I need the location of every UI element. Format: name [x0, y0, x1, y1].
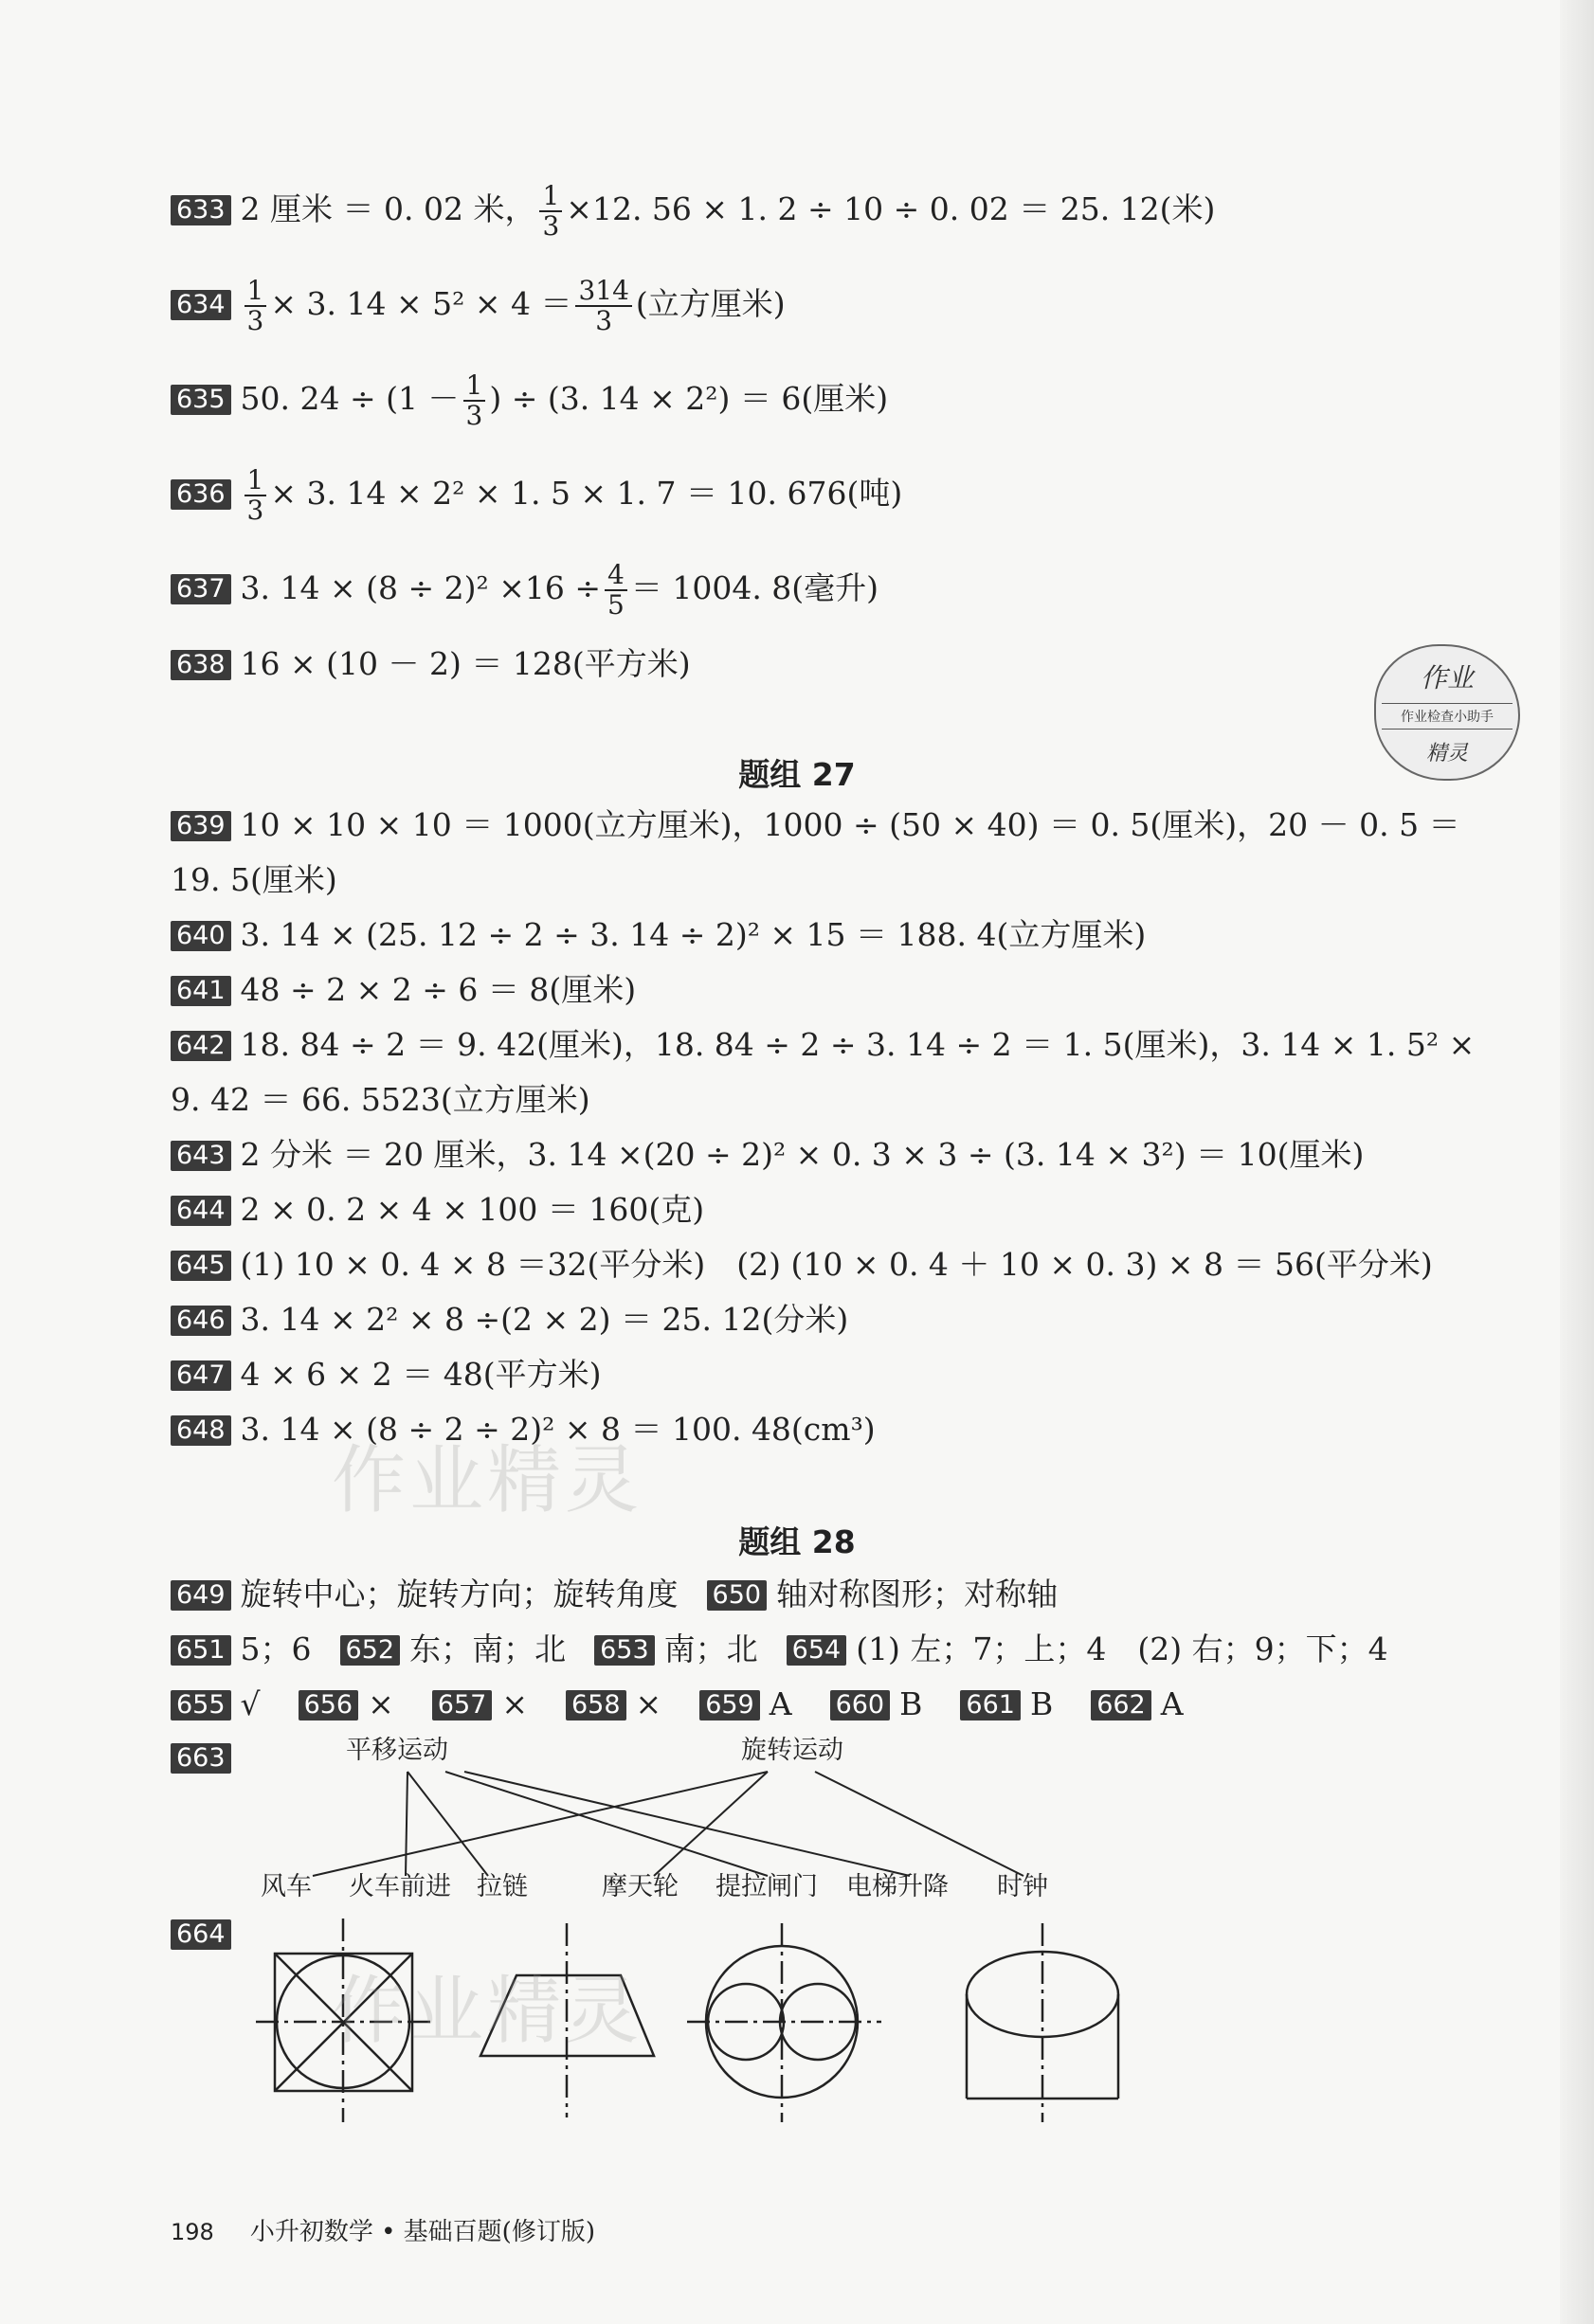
matching-diagram — [0, 1724, 1594, 1914]
page-number: 198 — [171, 2219, 214, 2245]
item-number: 664 — [171, 1919, 231, 1950]
item-number: 649 — [171, 1580, 231, 1611]
answer-text: 10 × 10 × 10 ＝ 1000(立方厘米)，1000 ÷ (50 × 40) ＝ 0. 5(厘米)，20 － 0. 5 ＝ — [240, 806, 1460, 843]
answer-text: × 3. 14 × 2² × 1. 5 × 1. 7 ＝ 10. 676(吨) — [270, 475, 903, 512]
fraction — [539, 182, 562, 241]
item-number: 642 — [171, 1031, 231, 1061]
answer-639-cont — [171, 853, 1490, 908]
answer-text: B — [1029, 1685, 1054, 1722]
denominator: 3 — [246, 495, 264, 526]
answer-text: ＝ 1004. 8(毫升) — [630, 569, 879, 606]
item-number: 634 — [171, 290, 231, 320]
item-number: 650 — [707, 1580, 768, 1611]
option-gate: 提拉闸门 — [715, 1872, 818, 1901]
answer-635 — [171, 371, 1490, 430]
item-number: 656 — [299, 1690, 359, 1720]
answer-text: 48 ÷ 2 × 2 ÷ 6 ＝ 8(厘米) — [240, 971, 637, 1008]
answer-text: 东；南；北 — [409, 1630, 567, 1667]
answer-text: (立方厘米) — [635, 285, 786, 322]
page-footer — [171, 2212, 595, 2247]
numerator: 1 — [245, 466, 267, 496]
item-number: 636 — [171, 479, 231, 510]
item-number: 639 — [171, 811, 231, 841]
book-title: 小升初数学 • 基础百题(修订版) — [249, 2218, 595, 2246]
option-train: 火车前进 — [349, 1872, 451, 1901]
denominator: 3 — [595, 305, 613, 336]
answer-text: 2 分米 ＝ 20 厘米，3. 14 ×(20 ÷ 2)² × 0. 3 × 3 ÷ (3. 14 × 3²) ＝ 10(厘米) — [240, 1136, 1365, 1173]
answer-text: B — [899, 1685, 923, 1722]
answer-text: 4 × 6 × 2 ＝ 48(平方米) — [240, 1356, 602, 1393]
option-ferris-wheel: 摩天轮 — [602, 1872, 679, 1901]
answer-647 — [171, 1347, 1490, 1402]
answer-text: × — [501, 1685, 528, 1722]
answer-text: 5；6 — [240, 1630, 312, 1667]
answer-text: √ — [240, 1685, 261, 1722]
answer-text: 19. 5(厘米) — [171, 861, 337, 898]
answer-text: × — [635, 1685, 662, 1722]
item-number: 661 — [960, 1690, 1021, 1720]
item-number: 659 — [699, 1690, 760, 1720]
item-number: 635 — [171, 385, 231, 415]
option-zipper: 拉链 — [477, 1872, 528, 1901]
denominator: 3 — [542, 210, 560, 242]
item-number: 654 — [787, 1635, 847, 1666]
label-rotation: 旋转运动 — [741, 1736, 843, 1765]
answer-text: 2 厘米 ＝ 0. 02 米， — [240, 190, 536, 227]
answer-text: 南；北 — [663, 1630, 758, 1667]
answer-641 — [171, 963, 1490, 1018]
answer-text: 3. 14 × (25. 12 ÷ 2 ÷ 3. 14 ÷ 2)² × 15 ＝ 188. 4(立方厘米) — [240, 916, 1147, 953]
fraction — [463, 371, 486, 430]
option-elevator: 电梯升降 — [846, 1872, 949, 1901]
group-heading-28: 题组 28 — [738, 1523, 856, 1560]
label-translation: 平移运动 — [346, 1736, 448, 1765]
answer-639 — [171, 798, 1490, 853]
watermark: 作业精灵 — [332, 1438, 643, 1523]
item-number: 663 — [171, 1743, 231, 1774]
answer-642-cont — [171, 1072, 1490, 1127]
figure-cylinder — [967, 1923, 1118, 2122]
denominator: 3 — [246, 305, 264, 336]
fraction — [245, 466, 267, 525]
item-number: 657 — [432, 1690, 493, 1720]
answer-644 — [171, 1182, 1490, 1237]
item-number: 652 — [340, 1635, 401, 1666]
stamp-line1: 作业 — [1420, 662, 1474, 694]
answer-646 — [171, 1292, 1490, 1347]
item-number: 655 — [171, 1690, 231, 1720]
denominator: 5 — [607, 589, 625, 621]
item-number: 662 — [1091, 1690, 1151, 1720]
item-number: 643 — [171, 1141, 231, 1171]
answer-636 — [171, 466, 1490, 525]
answer-text: ×12. 56 × 1. 2 ÷ 10 ÷ 0. 02 ＝ 25. 12(米) — [566, 190, 1216, 227]
option-windmill: 风车 — [261, 1872, 312, 1901]
answer-text: (1) 10 × 0. 4 × 8 ＝32(平分米) (2) (10 × 0. 4 ＋ 10 × 0. 3) × 8 ＝ 56(平分米) — [240, 1246, 1433, 1283]
answer-text: × — [368, 1685, 394, 1722]
answer-text: (1) 左；7；上；4 (2) 右；9；下；4 — [856, 1630, 1388, 1667]
item-number: 648 — [171, 1415, 231, 1446]
item-number: 653 — [594, 1635, 655, 1666]
item-number: 638 — [171, 650, 231, 680]
answer-text: × 3. 14 × 5² × 4 ＝ — [270, 285, 572, 322]
matching-lines — [313, 1772, 1023, 1876]
stamp-line3: 精灵 — [1425, 742, 1468, 766]
fraction — [575, 277, 631, 335]
item-number: 660 — [830, 1690, 891, 1720]
answer-text: 3. 14 × 2² × 8 ÷(2 × 2) ＝ 25. 12(分米) — [240, 1301, 849, 1338]
answer-640 — [171, 908, 1490, 963]
item-number: 633 — [171, 195, 231, 225]
item-number: 658 — [566, 1690, 626, 1720]
answer-642 — [171, 1018, 1490, 1072]
numerator: 314 — [575, 277, 631, 307]
answer-text: 16 × (10 － 2) ＝ 128(平方米) — [240, 645, 691, 682]
numerator: 1 — [463, 371, 486, 402]
group-heading-27: 题组 27 — [738, 756, 856, 793]
numerator: 4 — [605, 561, 627, 591]
answer-text: 9. 42 ＝ 66. 5523(立方厘米) — [171, 1081, 590, 1118]
answers-651-654 — [171, 1622, 1490, 1677]
answer-638 — [171, 637, 1490, 692]
answers-649-650 — [171, 1567, 1490, 1622]
item-number: 641 — [171, 976, 231, 1006]
stamp-line2: 作业检查小助手 — [1382, 703, 1512, 730]
answer-text: 3. 14 × (8 ÷ 2)² ×16 ÷ — [240, 569, 602, 606]
item-number: 646 — [171, 1306, 231, 1336]
answer-643 — [171, 1127, 1490, 1182]
fraction — [605, 561, 627, 620]
answer-text: 旋转中心；旋转方向；旋转角度 — [240, 1576, 679, 1612]
answer-text: 18. 84 ÷ 2 ＝ 9. 42(厘米)，18. 84 ÷ 2 ÷ 3. 14 ÷ 2 ＝ 1. 5(厘米)，3. 14 × 1. 5² × — [240, 1026, 1476, 1063]
answer-633 — [171, 182, 1490, 241]
answer-text: A — [769, 1685, 792, 1722]
numerator: 1 — [539, 182, 562, 212]
option-clock: 时钟 — [997, 1872, 1048, 1901]
answer-text: 3. 14 × (8 ÷ 2 ÷ 2)² × 8 ＝ 100. 48(cm³) — [240, 1411, 876, 1448]
answer-637 — [171, 561, 1490, 620]
item-number: 645 — [171, 1251, 231, 1281]
symmetry-figures — [0, 1904, 1594, 2132]
figure-circles — [687, 1923, 881, 2122]
item-number: 637 — [171, 574, 231, 604]
answer-text: 2 × 0. 2 × 4 × 100 ＝ 160(克) — [240, 1191, 705, 1228]
answer-text: A — [1160, 1685, 1184, 1722]
fraction — [245, 277, 267, 335]
answer-645 — [171, 1237, 1490, 1292]
watermark: 作业精灵 — [332, 1969, 643, 2054]
answer-text: 轴对称图形；对称轴 — [776, 1576, 1059, 1612]
numerator: 1 — [245, 277, 267, 307]
answer-text: 50. 24 ÷ (1 － — [240, 380, 460, 417]
answer-text: ) ÷ (3. 14 × 2²) ＝ 6(厘米) — [489, 380, 889, 417]
item-number: 647 — [171, 1360, 231, 1391]
denominator: 3 — [465, 400, 483, 431]
answer-634 — [171, 277, 1490, 335]
item-number: 640 — [171, 921, 231, 951]
item-number: 644 — [171, 1196, 231, 1226]
item-number: 651 — [171, 1635, 231, 1666]
